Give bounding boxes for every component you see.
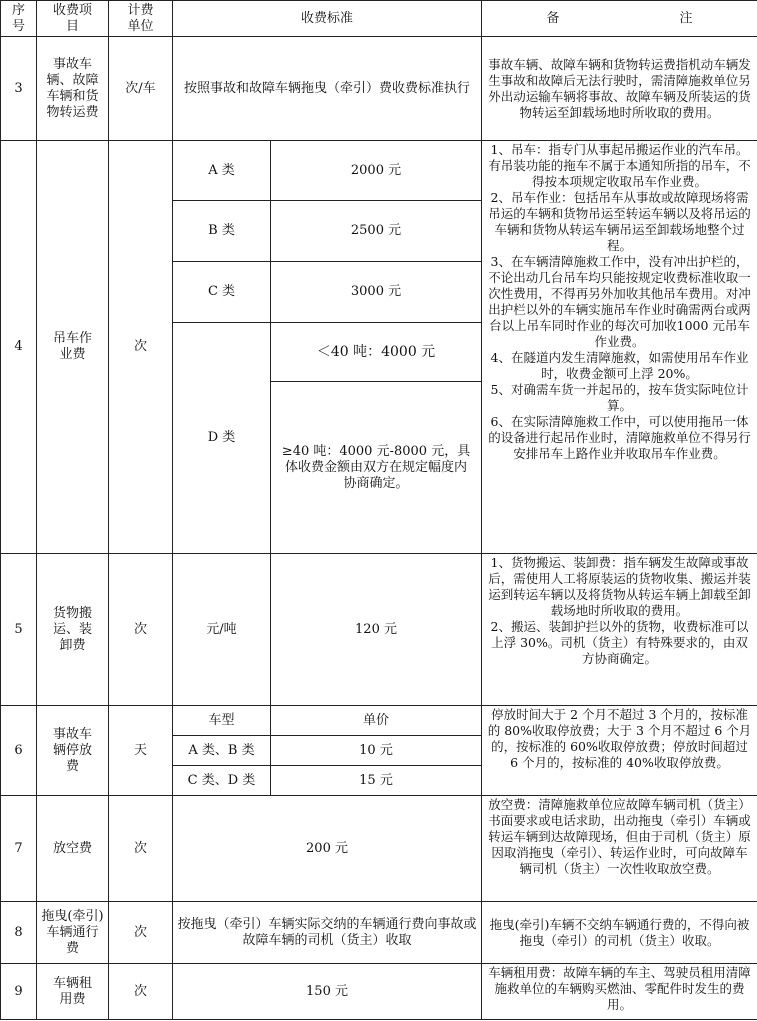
vehicle-type-header: 车型 <box>173 706 271 736</box>
class-a-label: A 类 <box>173 141 271 201</box>
row-item: 放空费 <box>37 796 109 902</box>
row-unit: 次 <box>109 964 173 1020</box>
row-unit: 次 <box>109 796 173 902</box>
header-remark-b: 注 <box>679 10 693 26</box>
row-note: 1、吊车：指专门从事起吊搬运作业的汽车吊。有吊装功能的拖车不属于本通知所指的吊车，不得按本项规定收取吊车作业费。 2、吊车作业：包括吊车从事故或故障现场将需吊运的车辆和货物吊运至转运车辆以及将吊运的车辆和货物从转运车辆吊运至卸载场地整个过程。 3、在车辆清障施救工作中，没有冲出护栏的，不论出动几台吊车均只能按规定收费标准收取一次性费用，不得再另外加收其他吊车费用。对冲出护栏以外的车辆实施吊车作业时确需两台或两台以上吊车同时作业的每次可加收1000 元吊车作业费。 4、在隧道内发生清障施救，如需使用吊车作业时，收费金额可上浮 20%。 5、对确需车货一并起吊的，按车货实际吨位计算。 6、在实际清障施救工作中，可以使用拖吊一体的设备进行起吊作业时，清障施救单位不得另行安排吊车上路作业并收取吊车作业费。 <box>482 141 757 554</box>
row-note: 车辆租用费：故障车辆的车主、驾驶员租用清障施救单位的车辆购买燃油、零配件时发生的费用。 <box>482 964 757 1020</box>
table-row <box>1 706 757 736</box>
header-unit: 计费单位 <box>109 1 173 37</box>
header-remark-a: 备 <box>546 10 560 26</box>
table-row <box>1 964 757 1020</box>
row-note: 拖曳(牵引)车辆不交纳车辆通行费的，不得向被拖曳（牵引）的司机（货主）收取。 <box>482 902 757 964</box>
row-no: 3 <box>1 37 37 141</box>
row-no: 8 <box>1 902 37 964</box>
unit-price-header: 单价 <box>271 706 482 736</box>
row-no: 9 <box>1 964 37 1020</box>
row-note: 放空费：清障施救单位应故障车辆司机（货主）书面要求或电话求助，出动拖曳（牵引）车辆或转运车辆到达故障现场，但由于司机（货主）原因取消拖曳（牵引）、转运作业时，可向故障车辆司机（货主）一次性收取放空费。 <box>482 796 757 902</box>
class-cd-label: C 类、D 类 <box>173 766 271 796</box>
class-d-label: D 类 <box>173 323 271 554</box>
header-item: 收费项目 <box>37 1 109 37</box>
row-unit: 次/车 <box>109 37 173 141</box>
class-c-label: C 类 <box>173 262 271 323</box>
header-no: 序号 <box>1 1 37 37</box>
class-c-value: 3000 元 <box>271 262 482 323</box>
table-row <box>1 902 757 964</box>
row-unit: 次 <box>109 141 173 554</box>
class-cd-value: 15 元 <box>271 766 482 796</box>
row-note: 1、货物搬运、装卸费：指车辆发生故障或事故后，需使用人工将原装运的货物收集、搬运并装运到转运车辆以及将货物从转运车辆上卸载至卸载场地时所收取的费用。 2、搬运、装卸护拦以外的货物，收费标准可以上浮 30%。司机（货主）有特殊要求的，由双方协商确定。 <box>482 554 757 706</box>
row-no: 5 <box>1 554 37 706</box>
row-no: 7 <box>1 796 37 902</box>
class-d-value-light: ＜40 吨：4000 元 <box>271 323 482 382</box>
row-unit: 次 <box>109 902 173 964</box>
row-no: 6 <box>1 706 37 796</box>
table-row <box>1 141 757 201</box>
class-ab-value: 10 元 <box>271 736 482 766</box>
class-d-value-heavy: ≥40 吨：4000 元-8000 元，具体收费金额由双方在规定幅度内协商确定。 <box>271 382 482 554</box>
row-unit: 次 <box>109 554 173 706</box>
class-b-label: B 类 <box>173 201 271 262</box>
row-item: 车辆租用费 <box>37 964 109 1020</box>
row-item: 事故车辆、故障车辆和货物转运费 <box>37 37 109 141</box>
header-remark <box>482 1 757 37</box>
row-standard: 按拖曳（牵引）车辆实际交纳的车辆通行费向事故或故障车辆的司机（货主）收取 <box>173 902 482 964</box>
header-standard: 收费标准 <box>173 1 482 37</box>
row-standard: 150 元 <box>173 964 482 1020</box>
row-item: 拖曳(牵引)车辆通行费 <box>37 902 109 964</box>
row-item: 事故车辆停放费 <box>37 706 109 796</box>
header-row <box>1 1 757 37</box>
row-item: 吊车作业费 <box>37 141 109 554</box>
row-sub-unit: 元/吨 <box>173 554 271 706</box>
row-note: 事故车辆、故障车辆和货物转运费指机动车辆发生事故和故障后无法行驶时，需清障施救单位另外出动运输车辆将事故、故障车辆及所装运的货物转运至卸载场地时所收取的费用。 <box>482 37 757 141</box>
row-no: 4 <box>1 141 37 554</box>
row-standard: 200 元 <box>173 796 482 902</box>
table-row <box>1 37 757 141</box>
row-standard: 按照事故和故障车辆拖曳（牵引）费收费标准执行 <box>173 37 482 141</box>
row-standard: 120 元 <box>271 554 482 706</box>
table-row <box>1 554 757 706</box>
class-a-value: 2000 元 <box>271 141 482 201</box>
row-note: 停放时间大于 2 个月不超过 3 个月的，按标准的 80%收取停放费；大于 3 个月不超过 6 个月的，按标准的 60%收取停放费；停放时间超过 6 个月的，按标准的 40%收取停放费。 <box>482 706 757 796</box>
class-ab-label: A 类、B 类 <box>173 736 271 766</box>
class-b-value: 2500 元 <box>271 201 482 262</box>
row-item: 货物搬运、装卸费 <box>37 554 109 706</box>
row-unit: 天 <box>109 706 173 796</box>
table-row <box>1 796 757 902</box>
